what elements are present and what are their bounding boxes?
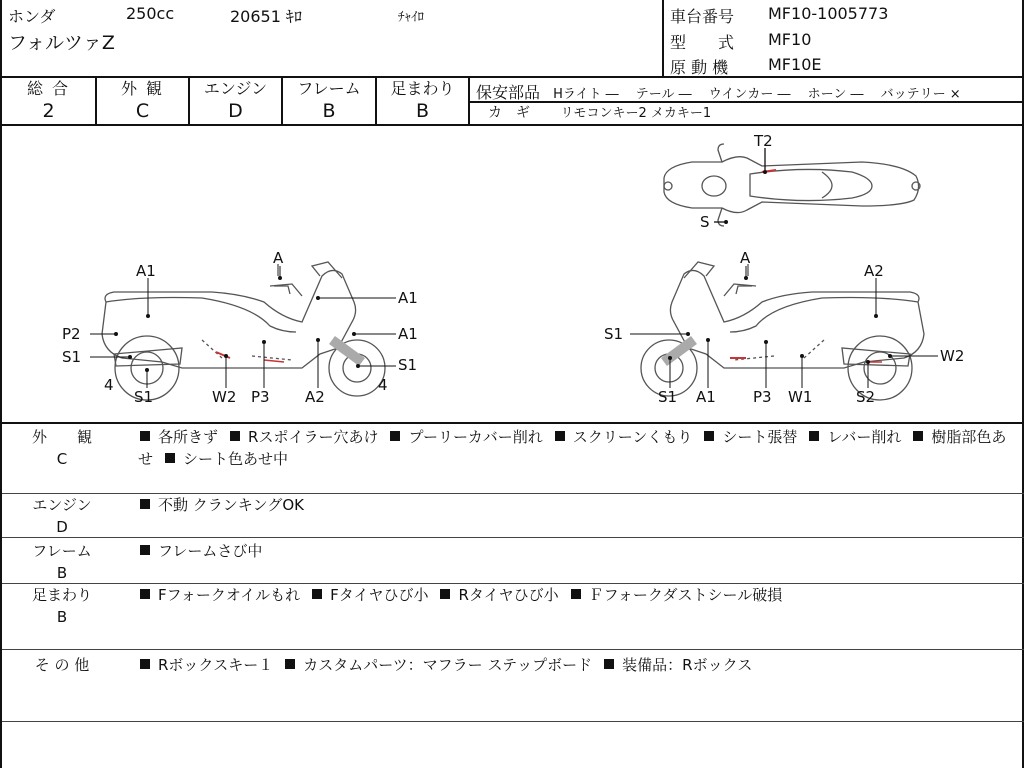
note-item: Fフォークオイルもれ xyxy=(158,586,301,604)
safety-items: Hライト ― テール ― ウインカー ― ホーン ― バッテリー × xyxy=(553,87,961,102)
note-label xyxy=(2,540,122,584)
type-value: MF10 xyxy=(768,30,812,49)
label-left-a1-1: A1 xyxy=(136,262,156,280)
bullet-square-icon xyxy=(140,545,150,555)
grade-overall xyxy=(2,78,97,124)
displacement: 250cc xyxy=(126,4,175,23)
note-text xyxy=(138,654,1014,676)
label-right-w2: W2 xyxy=(940,347,965,365)
note-grade: C xyxy=(56,450,68,468)
note-item: 各所きず xyxy=(158,428,219,446)
grade-exterior xyxy=(97,78,190,124)
bullet-square-icon xyxy=(230,431,240,441)
grade-value: C xyxy=(135,100,150,122)
note-row-suspension xyxy=(2,584,1024,650)
label-left-a2: A2 xyxy=(305,388,325,406)
note-item: シート張替 xyxy=(722,428,798,446)
label-right-w1: W1 xyxy=(788,388,813,406)
label-left-4-2: 4 xyxy=(378,376,388,394)
bullet-square-icon xyxy=(140,431,150,441)
label-right-a: A xyxy=(740,249,751,267)
label-left-a: A xyxy=(273,249,284,267)
note-label xyxy=(2,426,122,470)
note-text xyxy=(138,540,1014,562)
note-row-blank xyxy=(2,722,1024,768)
note-label xyxy=(2,654,122,676)
note-label xyxy=(2,494,122,538)
note-item: スクリーンくもり xyxy=(572,428,693,446)
grade-label: 総 合 xyxy=(26,79,71,98)
mileage: 20651 ｷﾛ xyxy=(230,7,302,26)
bullet-square-icon xyxy=(165,453,175,463)
note-grade: D xyxy=(56,518,68,536)
note-item: 樹脂部色あせ xyxy=(138,428,1007,468)
engine-label: 原 動 機 xyxy=(670,58,729,77)
safety-row xyxy=(476,80,961,103)
key-row xyxy=(470,101,1024,124)
note-item: 不動 クランキングOK xyxy=(158,496,304,514)
engine-value: MF10E xyxy=(768,55,822,74)
label-left-s1-1: S1 xyxy=(62,348,82,366)
label-right-s2: S2 xyxy=(856,388,876,406)
note-row-other xyxy=(2,650,1024,722)
safety-label: 保安部品 xyxy=(476,83,541,102)
note-text xyxy=(138,494,1014,516)
note-title: エンジン xyxy=(32,496,92,514)
note-title: そ の 他 xyxy=(34,656,90,674)
bullet-square-icon xyxy=(312,589,322,599)
label-left-a1-2: A1 xyxy=(398,289,418,307)
label-right-s1-1: S1 xyxy=(604,325,624,343)
label-left-s1-2: S1 xyxy=(398,356,418,374)
chassis-label: 車台番号 xyxy=(670,7,735,26)
note-item: プーリーカバー削れ xyxy=(408,428,543,446)
label-t2: T2 xyxy=(754,132,773,150)
note-item: レバー削れ xyxy=(827,428,902,446)
note-title: フレーム xyxy=(32,542,92,560)
note-title: 外 観 xyxy=(31,428,92,446)
note-item: Ｆフォークダストシール破損 xyxy=(588,586,783,604)
grade-label: 足まわり xyxy=(390,79,455,98)
grade-suspension xyxy=(377,78,470,124)
note-row-frame xyxy=(2,538,1024,584)
label-left-p3: P3 xyxy=(251,388,270,406)
scooter-diagram xyxy=(2,126,1024,424)
label-left-a1-3: A1 xyxy=(398,325,418,343)
label-right-s1-2: S1 xyxy=(658,388,678,406)
note-item: Rタイヤひび小 xyxy=(458,586,559,604)
maker: ホンダ xyxy=(8,7,56,26)
label-left-p2: P2 xyxy=(62,325,81,343)
note-item: カスタムパーツ：マフラー ステップボード xyxy=(303,656,593,674)
bullet-square-icon xyxy=(140,499,150,509)
grade-frame xyxy=(283,78,377,124)
model-name: フォルツァZ xyxy=(8,32,115,54)
grade-label: エンジン xyxy=(203,79,268,98)
note-row-exterior xyxy=(2,424,1024,494)
grade-label: フレーム xyxy=(297,79,361,98)
grade-engine xyxy=(190,78,283,124)
note-grade: B xyxy=(56,608,68,626)
chassis-number: MF10-1005773 xyxy=(768,4,889,23)
bullet-square-icon xyxy=(604,659,614,669)
notes-section xyxy=(2,424,1024,768)
type-label: 型 式 xyxy=(670,33,735,52)
grades-row xyxy=(2,78,1024,126)
label-right-a1: A1 xyxy=(696,388,716,406)
bullet-square-icon xyxy=(571,589,581,599)
bullet-square-icon xyxy=(555,431,565,441)
grade-label: 外 観 xyxy=(120,79,165,98)
note-item: Rボックスキー１ xyxy=(158,656,274,674)
scooter-left-view xyxy=(102,262,385,400)
note-label xyxy=(2,584,122,628)
vehicle-header xyxy=(2,0,1024,78)
grade-value: B xyxy=(322,100,336,122)
note-item: Fタイヤひび小 xyxy=(330,586,429,604)
note-item: シート色あせ中 xyxy=(183,450,289,468)
note-text xyxy=(138,584,1014,606)
scooter-right-view xyxy=(641,262,924,400)
label-right-p3: P3 xyxy=(753,388,772,406)
label-right-a2: A2 xyxy=(864,262,884,280)
label-left-w2: W2 xyxy=(212,388,237,406)
header-divider xyxy=(662,0,664,78)
note-text xyxy=(138,426,1014,470)
bullet-square-icon xyxy=(140,659,150,669)
note-row-engine xyxy=(2,494,1024,538)
bullet-square-icon xyxy=(809,431,819,441)
color: ﾁｬｲﾛ xyxy=(398,10,424,25)
note-title: 足まわり xyxy=(31,586,92,604)
key-label: カ ギ xyxy=(488,105,530,121)
note-item: 装備品：Rボックス xyxy=(622,656,753,674)
note-item: フレームさび中 xyxy=(158,542,263,560)
label-left-4-1: 4 xyxy=(104,376,114,394)
label-left-s1-3: S1 xyxy=(134,388,154,406)
note-grade: B xyxy=(56,564,68,582)
bullet-square-icon xyxy=(285,659,295,669)
bullet-square-icon xyxy=(390,431,400,441)
label-s-top: S xyxy=(700,213,710,231)
bullet-square-icon xyxy=(440,589,450,599)
bullet-square-icon xyxy=(913,431,923,441)
note-item: Rスポイラー穴あけ xyxy=(248,428,379,446)
safety-parts xyxy=(470,78,1024,124)
grade-value: B xyxy=(415,100,430,122)
grade-value: 2 xyxy=(42,100,55,122)
grade-value: D xyxy=(228,100,243,122)
damage-diagram xyxy=(2,126,1024,424)
bullet-square-icon xyxy=(704,431,714,441)
bullet-square-icon xyxy=(140,589,150,599)
key-value: リモコンキー2 メカキー1 xyxy=(560,106,712,121)
